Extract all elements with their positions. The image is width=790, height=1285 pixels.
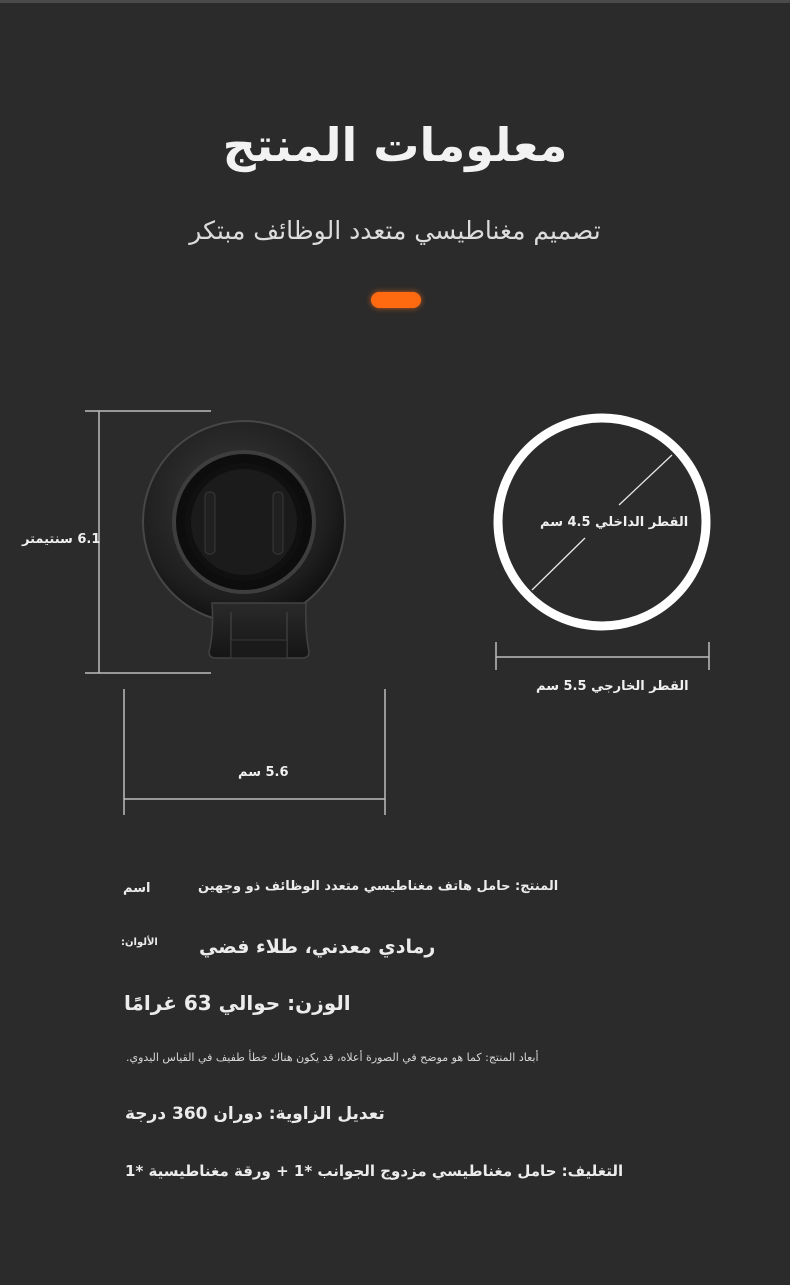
spec-packaging: التغليف: حامل مغناطيسي مزدوج الجوانب *1 + ورقة مغناطيسية *1 <box>125 1162 624 1180</box>
spec-colors-label: الألوان: <box>121 937 158 948</box>
spec-angle: تعديل الزاوية: دوران 360 درجة <box>125 1104 385 1124</box>
spec-dimensions-note: أبعاد المنتج: كما هو موضح في الصورة أعلاه، قد يكون هناك خطأ طفيف في القياس اليدوي. <box>126 1051 539 1064</box>
spec-weight: الوزن: حوالي 63 غرامًا <box>124 991 351 1015</box>
magnetic-holder-illustration <box>143 421 345 658</box>
outer-diameter-lines <box>496 642 709 670</box>
width-label: 5.6 سم <box>238 765 289 780</box>
spec-name-label: اسم <box>123 881 151 896</box>
width-dimension-lines <box>124 689 385 815</box>
spec-product: المنتج: حامل هاتف مغناطيسي متعدد الوظائف ذو وجهين <box>198 879 559 894</box>
page-subtitle: تصميم مغناطيسي متعدد الوظائف مبتكر <box>189 216 601 245</box>
page-title: معلومات المنتج <box>222 118 568 172</box>
height-label: 6.1 سنتيمتر <box>22 532 101 547</box>
inner-diameter-label: القطر الداخلي 4.5 سم <box>540 515 689 530</box>
spec-colors-value: رمادي معدني، طلاء فضي <box>199 936 436 958</box>
outer-diameter-label: القطر الخارجي 5.5 سم <box>536 679 689 694</box>
